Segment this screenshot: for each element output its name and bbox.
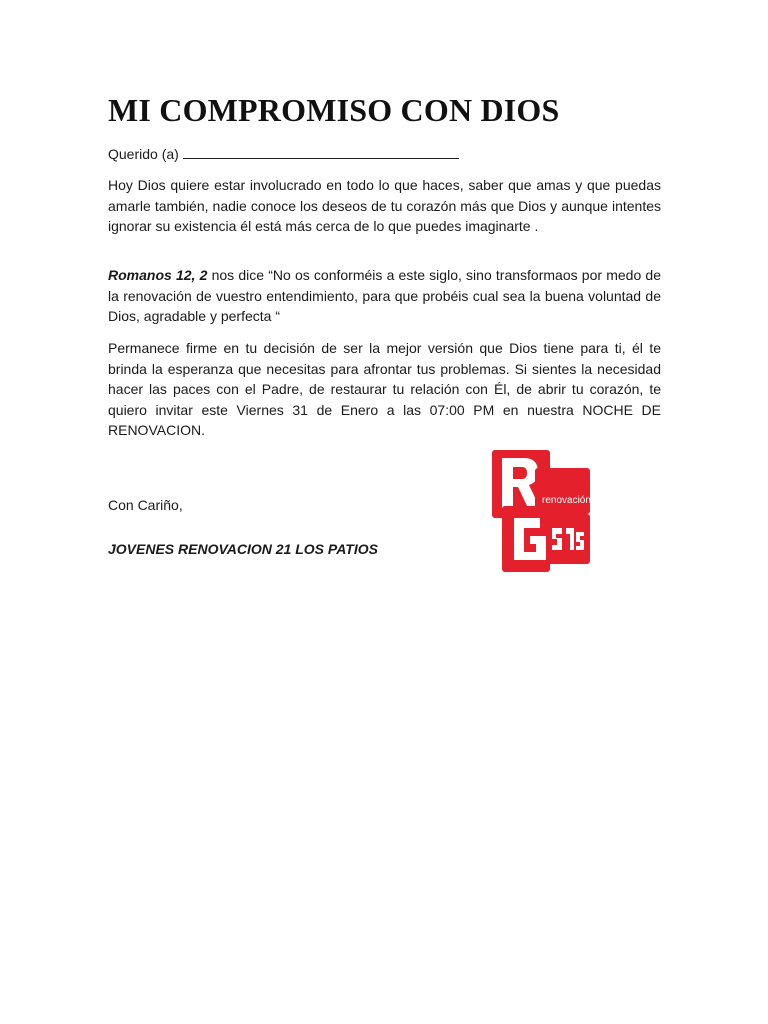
verse-text: nos dice “No os conforméis a este siglo, sino transformaos por medo de la renovación de vuestro entendimiento, para que probéis cual sea la buena voluntad de Dios, agradable y perfecta “ bbox=[108, 267, 661, 324]
paragraph-invitation: Permanece firme en tu decisión de ser la mejor versión que Dios tiene para ti, él te brinda la esperanza que necesitas para afrontar tus problemas. Si sientes la necesidad hacer las paces con el Padre, de restaurar tu relación con Él, de abrir tu corazón, te quiero invitar este Viernes 31 de Enero a las 07:00 PM en nuestra NOCHE DE RENOVACION. bbox=[108, 340, 661, 438]
salutation-line bbox=[108, 144, 661, 165]
paragraph-verse bbox=[108, 265, 661, 327]
logo-text: renovación bbox=[542, 495, 591, 506]
recipient-blank-line bbox=[183, 144, 459, 159]
salutation-label: Querido (a) bbox=[108, 146, 179, 162]
bible-reference: Romanos 12, 2 bbox=[108, 267, 208, 283]
page-title: MI COMPROMISO CON DIOS bbox=[108, 92, 560, 128]
paragraph-intro: Hoy Dios quiere estar involucrado en todo lo que haces, saber que amas y que puedas amarle también, nadie conoce los deseos de tu corazón más que Dios y aunque intentes ignorar su existencia él está más cerca de lo que puedes imaginarte . bbox=[108, 177, 661, 234]
renovacion-logo bbox=[490, 448, 592, 574]
closing-line: Con Cariño, bbox=[108, 497, 183, 513]
signature: JOVENES RENOVACION 21 LOS PATIOS bbox=[108, 541, 378, 557]
